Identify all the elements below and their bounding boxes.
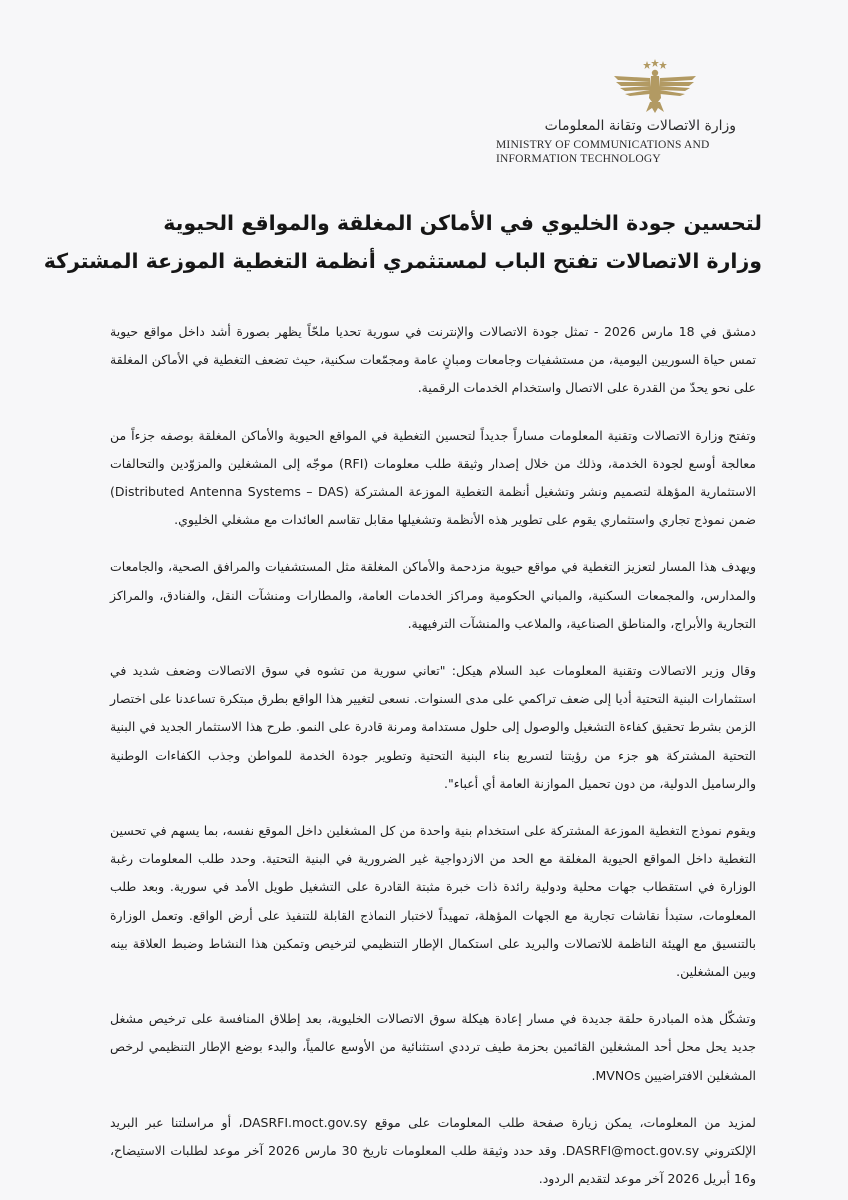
paragraph: وقال وزير الاتصالات وتقنية المعلومات عبد السلام هيكل: "تعاني سورية من تشوه في سوق الاتصالات وضعف شديد في استثمارات البنية التحتية أديا إلى ضعف تراكمي على مدى السنوات. نسعى لتغيير هذا الواقع بطرق مبتكرة تساعدنا على اختصار الزمن بشرط تحقيق كفاءة التشغيل والوصول إلى حلول مستدامة ومرنة قادرة على النمو. طرح هذا الاستثمار الجديد في البنية التحتية المشتركة هو جزء من رؤيتنا لتسريع بناء البنية التحتية وتطوير جودة الخدمة للمواطن وجذب الكفاءات الوطنية والرساميل الدولية، من دون تحميل الموازنة العامة أي أعباء". [110, 663, 756, 791]
headline-line2: وزارة الاتصالات تفتح الباب لمستثمري أنظمة التغطية الموزعة المشتركة [43, 249, 762, 273]
headline-line1: لتحسين جودة الخليوي في الأماكن المغلقة والمواقع الحيوية [163, 211, 762, 235]
eagle-emblem-icon [612, 58, 698, 114]
ministry-name-english [496, 138, 736, 166]
paragraph: ويهدف هذا المسار لتعزيز التغطية في مواقع حيوية مزدحمة والأماكن المغلقة مثل المستشفيات والمرافق الصحية، والجامعات والمدارس، والمجمعات السكنية، والمباني الحكومية ومراكز الخدمات العامة، والمطارات ومنشآت النقل، والفنادق، والمراكز التجارية والأبراج، والمناطق الصناعية، والملاعب والمنشآت الترفيهية. [110, 559, 756, 631]
ministry-name-english-line1: MINISTRY OF COMMUNICATIONS AND [496, 139, 710, 151]
headline [43, 204, 762, 280]
paragraph: ويقوم نموذج التغطية الموزعة المشتركة على استخدام بنية واحدة من كل المشغلين داخل الموقع نفسه، بما يسهم في تحسين التغطية داخل المواقع الحيوية المغلقة مع الحد من الازدواجية غير الضرورية في البنية التحتية. وحدد طلب المعلومات رغبة الوزارة في استقطاب جهات محلية ودولية رائدة ذات خبرة مثبتة القادرة على التشغيل طويل الأمد في سورية. وبعد طلب المعلومات، ستبدأ نقاشات تجارية مع الجهات المؤهلة، تمهيداً لاختبار النماذج القابلة للتنفيذ على أرض الواقع. وتعمل الوزارة بالتنسيق مع الهيئة الناظمة للاتصالات والبريد على استكمال الإطار التنظيمي لترخيص وتمكين هذا النشاط وضبط العلاقة بينه وبين المشغلين. [110, 823, 756, 980]
ministry-name-english-line2: INFORMATION TECHNOLOGY [496, 153, 661, 165]
article-body [110, 318, 756, 1193]
paragraph: وتشكّل هذه المبادرة حلقة جديدة في مسار إعادة هيكلة سوق الاتصالات الخليوية، بعد إطلاق المنافسة على ترخيص مشغل جديد يحل محل أحد المشغلين القائمين بحزمة طيف ترددي استثنائية من الأوسع عالمياً، والبدء بوضع الإطار التنظيمي لرخص المشغلين الافتراضيين MVNOs. [110, 1011, 756, 1083]
paragraph-contact-info: لمزيد من المعلومات، يمكن زيارة صفحة طلب المعلومات على موقع DASRFI.moct.gov.sy، أو مراسلتنا عبر البريد الإلكتروني DASRFI@moct.gov.sy. وقد حدد وثيقة طلب المعلومات تاريخ 30 مارس 2026 آخر موعد لطلبات الاستيضاح، و16 أبريل 2026 آخر موعد لتقديم الردود. [110, 1114, 757, 1187]
paragraph: وتفتح وزارة الاتصالات وتقنية المعلومات مساراً جديداً لتحسين التغطية في المواقع الحيوية والأماكن المغلقة بوصفه جزءاً من معالجة أوسع لجودة الخدمة، وذلك من خلال إصدار وثيقة طلب معلومات (RFI) موجّه إلى المشغلين والمزوّدين والتحالفات الاستثمارية المؤهلة لتصميم ونشر وتشغيل أنظمة التغطية الموزعة المشتركة (Distributed Antenna Systems – DAS) ضمن نموذج تجاري واستثماري يقوم على تطوير هذه الأنظمة وتشغيلها مقابل تقاسم العائدات مع مشغلي الخليوي. [110, 427, 756, 528]
ministry-name-arabic: وزارة الاتصالات وتقانة المعلومات [544, 118, 736, 134]
paragraph: دمشق في 18 مارس 2026 - تمثل جودة الاتصالات والإنترنت في سورية تحديا ملحّاً يظهر بصورة أشد داخل مواقع حيوية تمس حياة السوريين اليومية، من مستشفيات وجامعات ومبانٍ عامة ومجمّعات سكنية، حيث تضعف التغطية في الأماكن المغلقة على نحو يحدّ من القدرة على الاتصال واستخدام الخدمات الرقمية. [110, 324, 756, 396]
